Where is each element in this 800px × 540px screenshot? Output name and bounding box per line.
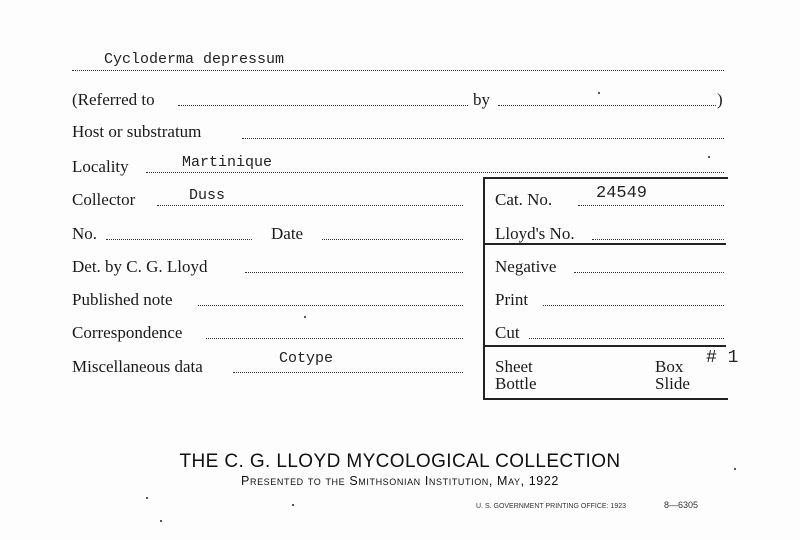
catalog-divider-bottom	[485, 345, 726, 347]
referred-to-line	[178, 105, 468, 106]
scan-speck	[292, 504, 294, 506]
cut-line	[529, 338, 724, 339]
misc-data-value: Cotype	[279, 350, 334, 367]
cat-no-value: 24549	[596, 184, 648, 203]
close-paren: )	[717, 90, 723, 109]
print-label: Print	[495, 290, 529, 309]
misc-data-label: Miscellaneous data	[72, 357, 203, 376]
collection-title: THE C. G. LLOYD MYCOLOGICAL COLLECTION	[179, 451, 621, 472]
cat-no-label: Cat. No.	[495, 190, 553, 209]
host-label: Host or substratum	[72, 122, 202, 141]
cut-label: Cut	[495, 323, 520, 342]
lloyds-no-label: Lloyd's No.	[495, 224, 575, 243]
host-line	[242, 138, 724, 139]
collector-value: Duss	[189, 187, 226, 204]
date-line	[322, 239, 463, 240]
negative-label: Negative	[495, 257, 557, 276]
lloyds-no-line	[592, 239, 724, 240]
scan-speck	[734, 468, 736, 470]
sheet-label: Sheet	[495, 357, 533, 376]
print-line	[543, 305, 724, 306]
box-value: # 1	[706, 348, 739, 368]
collection-subtitle: Presented to the Smithsonian Institution, May, 1922	[241, 474, 559, 488]
collector-label: Collector	[72, 190, 136, 209]
slide-label: Slide	[655, 374, 690, 393]
locality-line	[146, 172, 724, 173]
date-label: Date	[271, 224, 304, 243]
correspondence-label: Correspondence	[72, 323, 183, 342]
det-label: Det. by C. G. Lloyd	[72, 257, 208, 276]
cat-no-line	[578, 205, 724, 206]
by-label: by	[473, 90, 490, 109]
form-number: 8—6305	[664, 500, 699, 510]
collector-line	[157, 205, 463, 206]
by-line	[498, 105, 716, 106]
locality-label: Locality	[72, 157, 129, 176]
scan-speck	[708, 156, 710, 158]
box-label: Box	[655, 357, 684, 376]
locality-value: Martinique	[182, 154, 273, 171]
published-note-line	[198, 305, 463, 306]
scan-speck	[304, 316, 306, 318]
det-line	[245, 272, 463, 273]
no-line	[106, 239, 252, 240]
negative-line	[574, 272, 724, 273]
specimen-name-value: Cycloderma depressum	[104, 51, 285, 68]
bottle-label: Bottle	[495, 374, 537, 393]
referred-to-label: (Referred to	[72, 90, 155, 109]
scan-speck	[160, 520, 162, 522]
catalog-divider-top	[485, 243, 726, 245]
misc-data-line	[233, 372, 463, 373]
no-label: No.	[72, 224, 98, 243]
scan-speck	[598, 92, 600, 94]
correspondence-line	[206, 338, 463, 339]
published-note-label: Published note	[72, 290, 173, 309]
printing-office-note: U. S. GOVERNMENT PRINTING OFFICE: 1923	[476, 503, 627, 510]
specimen-name-line	[72, 70, 724, 71]
scan-speck	[146, 497, 148, 499]
